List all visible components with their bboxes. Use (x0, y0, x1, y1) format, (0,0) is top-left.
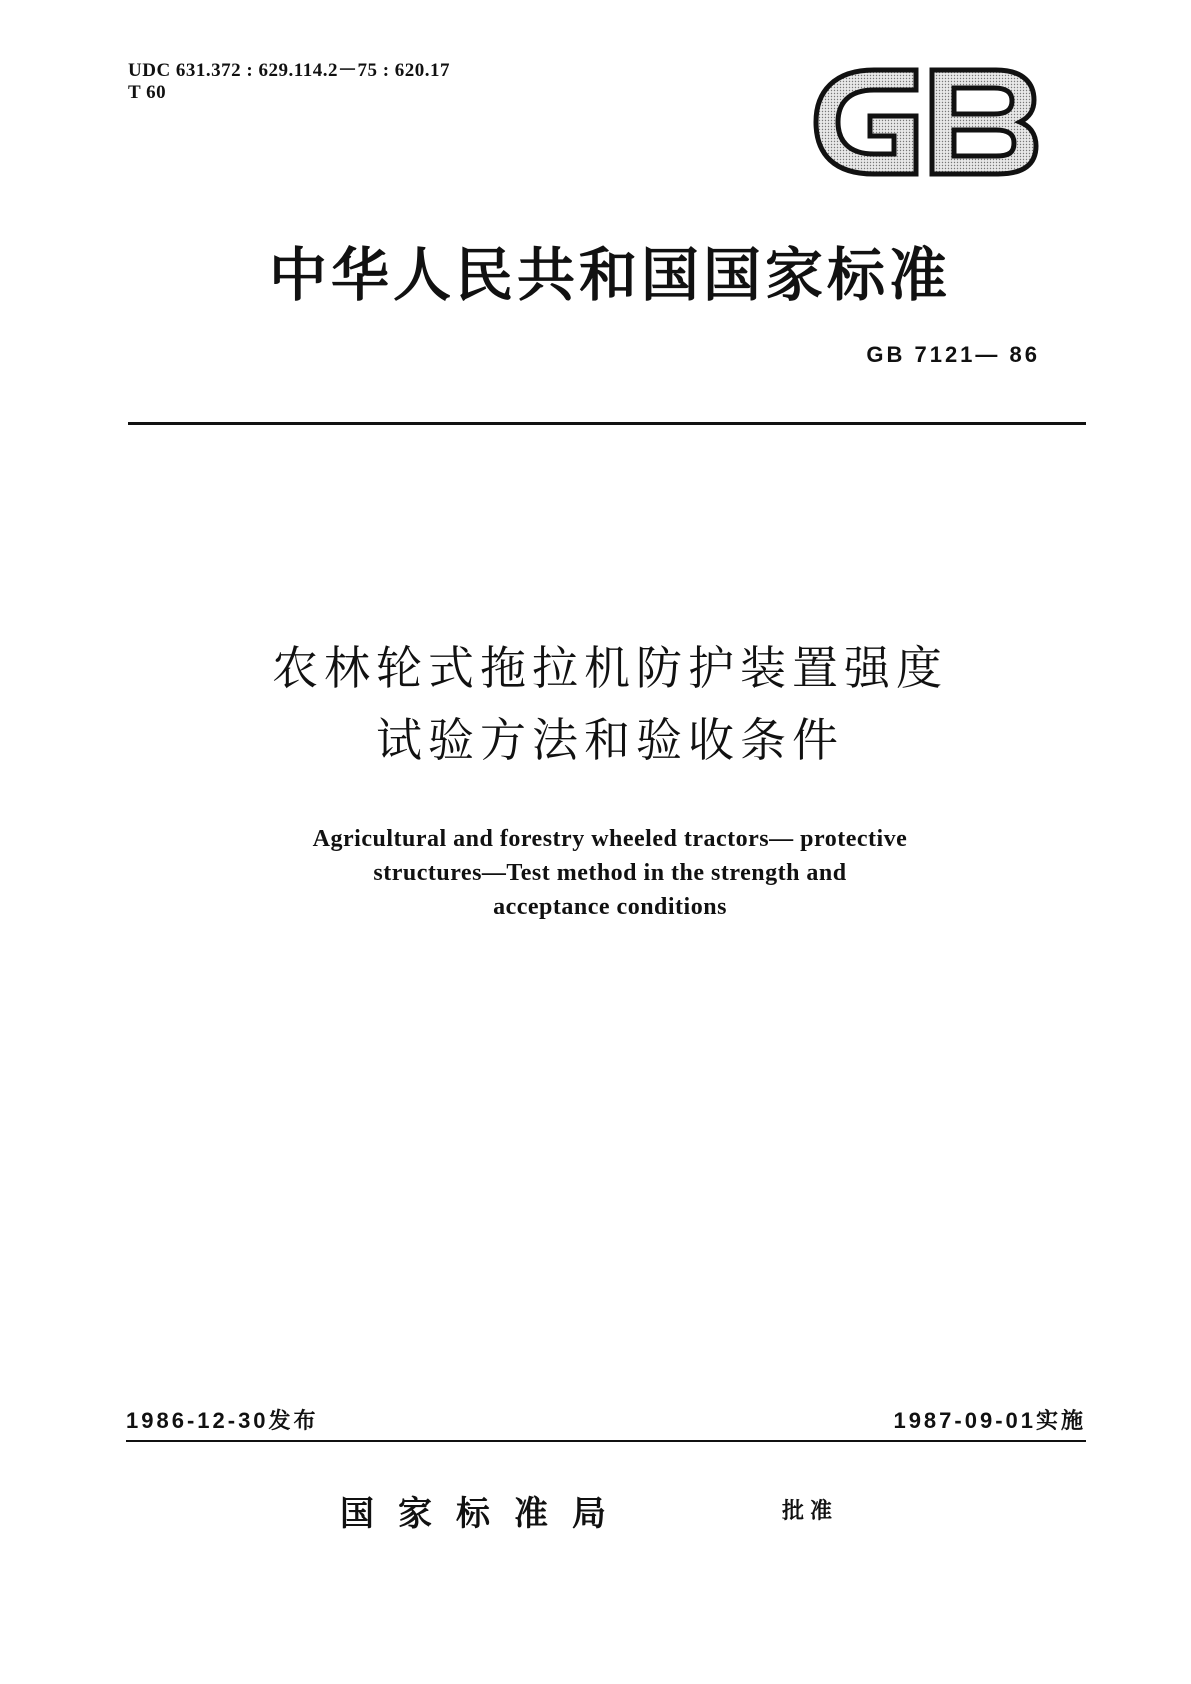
document-title-cn (150, 632, 1070, 776)
issuing-authority: 国家标准局 (340, 1494, 630, 1534)
national-standard-title: 中华人民共和国国家标准 (268, 241, 951, 309)
title-cn-line-1: 农林轮式拖拉机防护装置强度 (272, 641, 948, 695)
document-title-en (150, 822, 1070, 924)
header-divider (128, 422, 1086, 425)
class-line: T 60 (128, 82, 167, 103)
title-cn-line-2: 试验方法和验收条件 (376, 713, 844, 767)
title-en-line-1: Agricultural and forestry wheeled tractors— protective (312, 826, 908, 852)
title-en-line-3: acceptance conditions (493, 894, 727, 920)
standard-number: GB 7121— 86 (866, 342, 1040, 367)
gb-logo-icon (812, 62, 1040, 182)
footer-divider (126, 1440, 1086, 1442)
effective-date: 1987-09-01实施 (893, 1408, 1086, 1433)
udc-classification (128, 60, 450, 104)
title-en-line-2: structures—Test method in the strength and (373, 860, 847, 886)
issue-date: 1986-12-30发布 (126, 1408, 319, 1433)
udc-line: UDC 631.372 : 629.114.2－75 : 620.17 (128, 60, 451, 81)
approval-label: 批准 (782, 1499, 839, 1524)
